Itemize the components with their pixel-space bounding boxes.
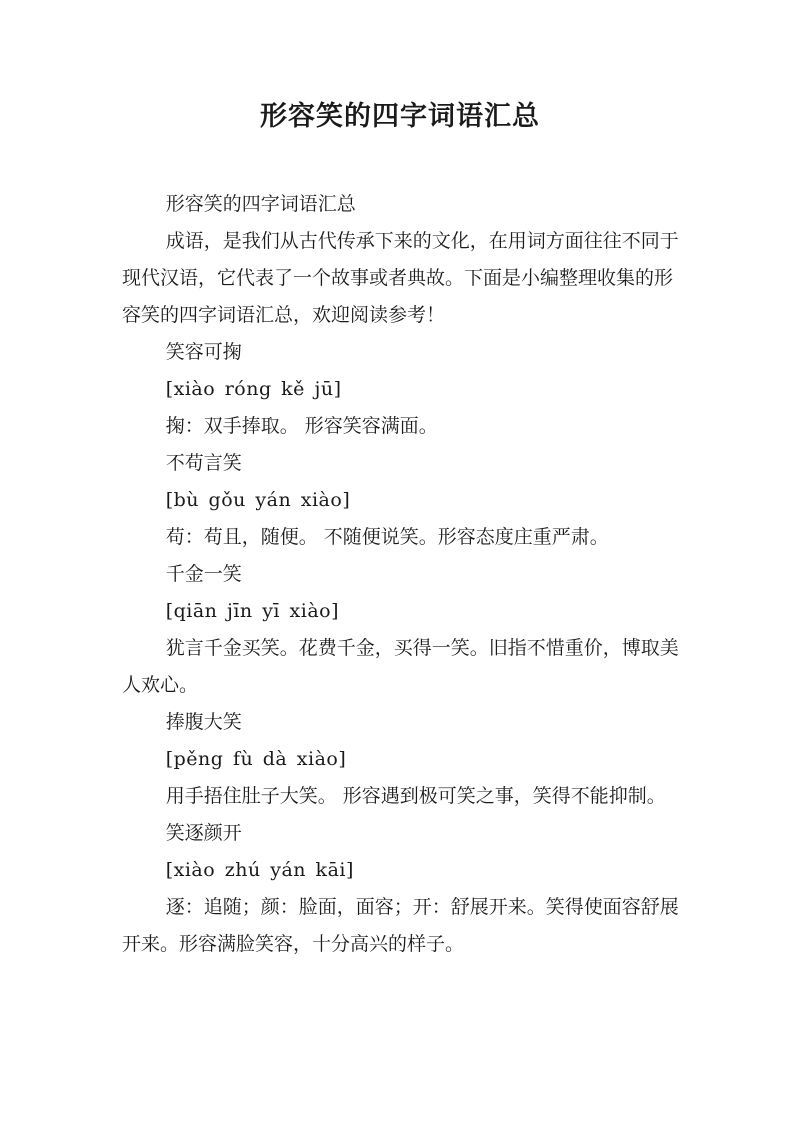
idiom-pinyin: [xiào róng kě jū] (165, 378, 342, 400)
idiom-pinyin: [xiào zhú yán kāi] (165, 859, 354, 881)
document-body (122, 186, 682, 963)
idiom-definition: 苟：苟且，随便。 不随便说笑。形容态度庄重严肃。 (165, 526, 609, 548)
idiom-term: 千金一笑 (165, 563, 242, 585)
intro-heading: 形容笑的四字词语汇总 (165, 193, 356, 215)
idiom-definition: 掬：双手捧取。 形容笑容满面。 (165, 415, 438, 437)
document-title: 形容笑的四字词语汇总 (260, 101, 540, 132)
idiom-definition: 犹言千金买笑。花费千金，买得一笑。旧指不惜重价，博取美人欢心。 (122, 637, 679, 696)
idiom-definition: 逐：追随；颜：脸面，面容；开：舒展开来。笑得使面容舒展开来。形容满脸笑容，十分高兴的样子。 (122, 896, 679, 955)
idiom-term: 笑逐颜开 (165, 822, 242, 844)
idiom-pinyin: [bù gǒu yán xiào] (165, 489, 351, 511)
intro-paragraph: 成语，是我们从古代传承下来的文化，在用词方面往往不同于现代汉语，它代表了一个故事或者典故。下面是小编整理收集的形容笑的四字词语汇总，欢迎阅读参考！ (122, 230, 679, 326)
idiom-term: 笑容可掬 (165, 341, 242, 363)
idiom-pinyin: [pěng fù dà xiào] (165, 748, 347, 770)
idiom-term: 不苟言笑 (165, 452, 242, 474)
idiom-definition: 用手捂住肚子大笑。 形容遇到极可笑之事，笑得不能抑制。 (165, 785, 666, 807)
idiom-pinyin: [qiān jīn yī xiào] (165, 600, 340, 622)
idiom-term: 捧腹大笑 (165, 711, 242, 733)
